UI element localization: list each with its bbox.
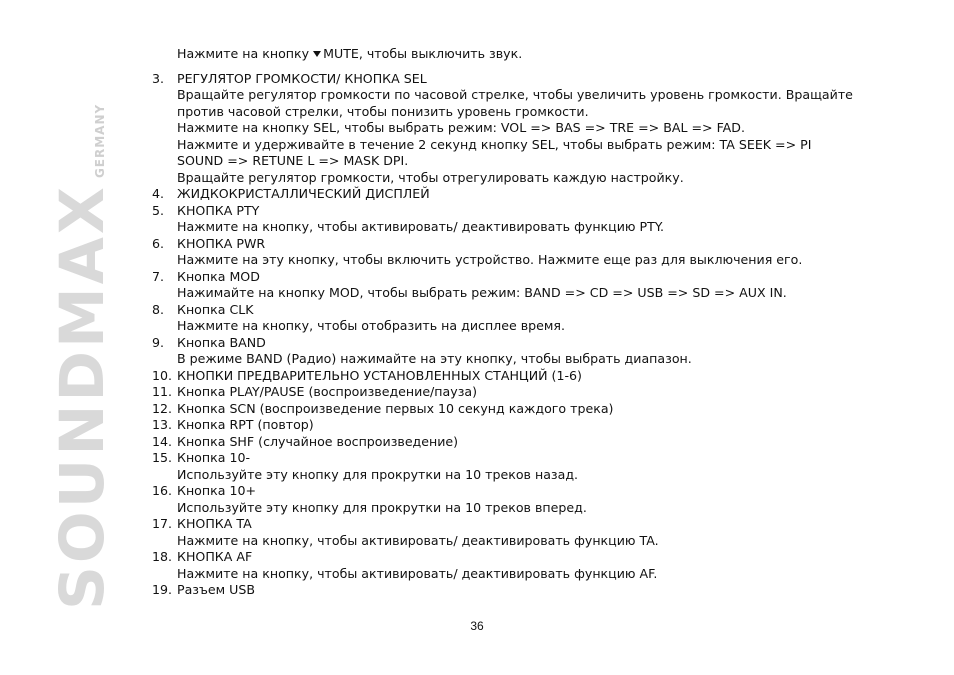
brand-logo: [47, 103, 118, 610]
item-title: ЖИДКОКРИСТАЛЛИЧЕСКИЙ ДИСПЛЕЙ: [177, 186, 430, 201]
item-description: Нажмите и удерживайте в течение 2 секунд кнопку SEL, чтобы выбрать режим: TA SEEK => PI: [177, 136, 812, 152]
item-title: РЕГУЛЯТОР ГРОМКОСТИ/ КНОПКА SEL: [177, 70, 427, 86]
item-number: 16.: [152, 483, 173, 498]
brand-name: SOUNDMAX: [47, 184, 118, 610]
item-number: 4.: [152, 186, 165, 201]
list-item: [152, 582, 912, 599]
list-item: [152, 203, 912, 236]
item-number: 7.: [152, 268, 165, 284]
item-title: Кнопка PLAY/PAUSE (воспроизведение/пауза): [177, 384, 478, 399]
item-description: Нажимайте на кнопку MOD, чтобы выбрать режим: BAND => CD => USB => SD => AUX IN.: [177, 285, 787, 300]
item-number: 11.: [152, 384, 173, 399]
item-title: КНОПКА AF: [177, 549, 253, 564]
item-title: Кнопка BAND: [177, 334, 266, 350]
list-item: [152, 236, 912, 269]
intro-after: MUTE, чтобы выключить звук.: [323, 46, 523, 61]
item-description: Нажмите на кнопку SEL, чтобы выбрать режим: VOL => BAS => TRE => BAL => FAD.: [177, 120, 745, 135]
brand-sub: GERMANY: [93, 103, 107, 179]
list-item: [152, 368, 912, 385]
list-item: [152, 483, 912, 516]
item-number: 19.: [152, 582, 173, 597]
list-item: [152, 335, 912, 368]
item-title: КНОПКА PWR: [177, 235, 266, 251]
item-title: Кнопка MOD: [177, 268, 260, 284]
list-item: [152, 384, 912, 401]
item-title: КНОПКА PTY: [177, 202, 260, 218]
item-number: 3.: [152, 70, 165, 86]
item-title: КНОПКА TA: [177, 516, 252, 531]
item-title: КНОПКИ ПРЕДВАРИТЕЛЬНО УСТАНОВЛЕННЫХ СТАНЦИЙ (1-6): [177, 367, 582, 383]
intro-before: Нажмите на кнопку: [177, 46, 310, 61]
item-description: В режиме BAND (Радио) нажимайте на эту кнопку, чтобы выбрать диапазон.: [177, 351, 692, 366]
list-item: [152, 450, 912, 483]
list-item: [152, 516, 912, 549]
item-description: SOUND => RETUNE L => MASK DPI.: [177, 153, 409, 168]
item-description: Нажмите на эту кнопку, чтобы включить устройство. Нажмите еще раз для выключения его.: [177, 252, 803, 267]
manual-content: [152, 46, 912, 599]
item-description: Нажмите на кнопку, чтобы активировать/ деактивировать функцию PTY.: [177, 219, 664, 234]
item-title: Кнопка 10-: [177, 450, 251, 465]
list-item: [152, 434, 912, 451]
item-title: Кнопка 10+: [177, 483, 257, 498]
list-item: [152, 269, 912, 302]
item-description: Нажмите на кнопку, чтобы активировать/ деактивировать функцию AF.: [177, 565, 658, 581]
item-number: 9.: [152, 334, 165, 350]
item-description: Вращайте регулятор громкости, чтобы отрегулировать каждую настройку.: [177, 169, 684, 185]
list-item: [152, 417, 912, 434]
item-number: 5.: [152, 202, 165, 218]
item-number: 17.: [152, 516, 173, 531]
item-title: Кнопка RPT (повтор): [177, 417, 314, 432]
item-number: 8.: [152, 301, 165, 317]
intro-line: [152, 46, 912, 63]
list-item: [152, 401, 912, 418]
item-description: Нажмите на кнопку, чтобы отобразить на дисплее время.: [177, 318, 565, 333]
list-item: [152, 549, 912, 582]
item-title: Кнопка SHF (случайное воспроизведение): [177, 433, 459, 449]
item-number: 12.: [152, 400, 173, 416]
item-list: [152, 71, 912, 599]
item-description: Нажмите на кнопку, чтобы активировать/ деактивировать функцию TA.: [177, 532, 659, 548]
item-title: Кнопка CLK: [177, 301, 254, 317]
item-title: Кнопка SCN (воспроизведение первых 10 секунд каждого трека): [177, 400, 614, 416]
item-number: 6.: [152, 235, 165, 251]
list-item: [152, 302, 912, 335]
item-description: Используйте эту кнопку для прокрутки на 10 треков назад.: [177, 466, 579, 482]
item-title: Разъем USB: [177, 582, 256, 597]
item-number: 14.: [152, 433, 173, 449]
page-number: 36: [470, 619, 484, 633]
item-number: 13.: [152, 417, 173, 432]
mute-triangle-icon: [313, 51, 321, 57]
list-item: [152, 186, 912, 203]
item-number: 18.: [152, 549, 173, 564]
item-description: Используйте эту кнопку для прокрутки на 10 треков вперед.: [177, 499, 587, 515]
item-number: 10.: [152, 367, 173, 383]
item-description: против часовой стрелки, чтобы понизить уровень громкости.: [177, 103, 589, 119]
item-number: 15.: [152, 450, 173, 465]
item-description: Вращайте регулятор громкости по часовой стрелке, чтобы увеличить уровень громкости. Вращайте: [177, 87, 853, 102]
list-item: [152, 71, 912, 187]
